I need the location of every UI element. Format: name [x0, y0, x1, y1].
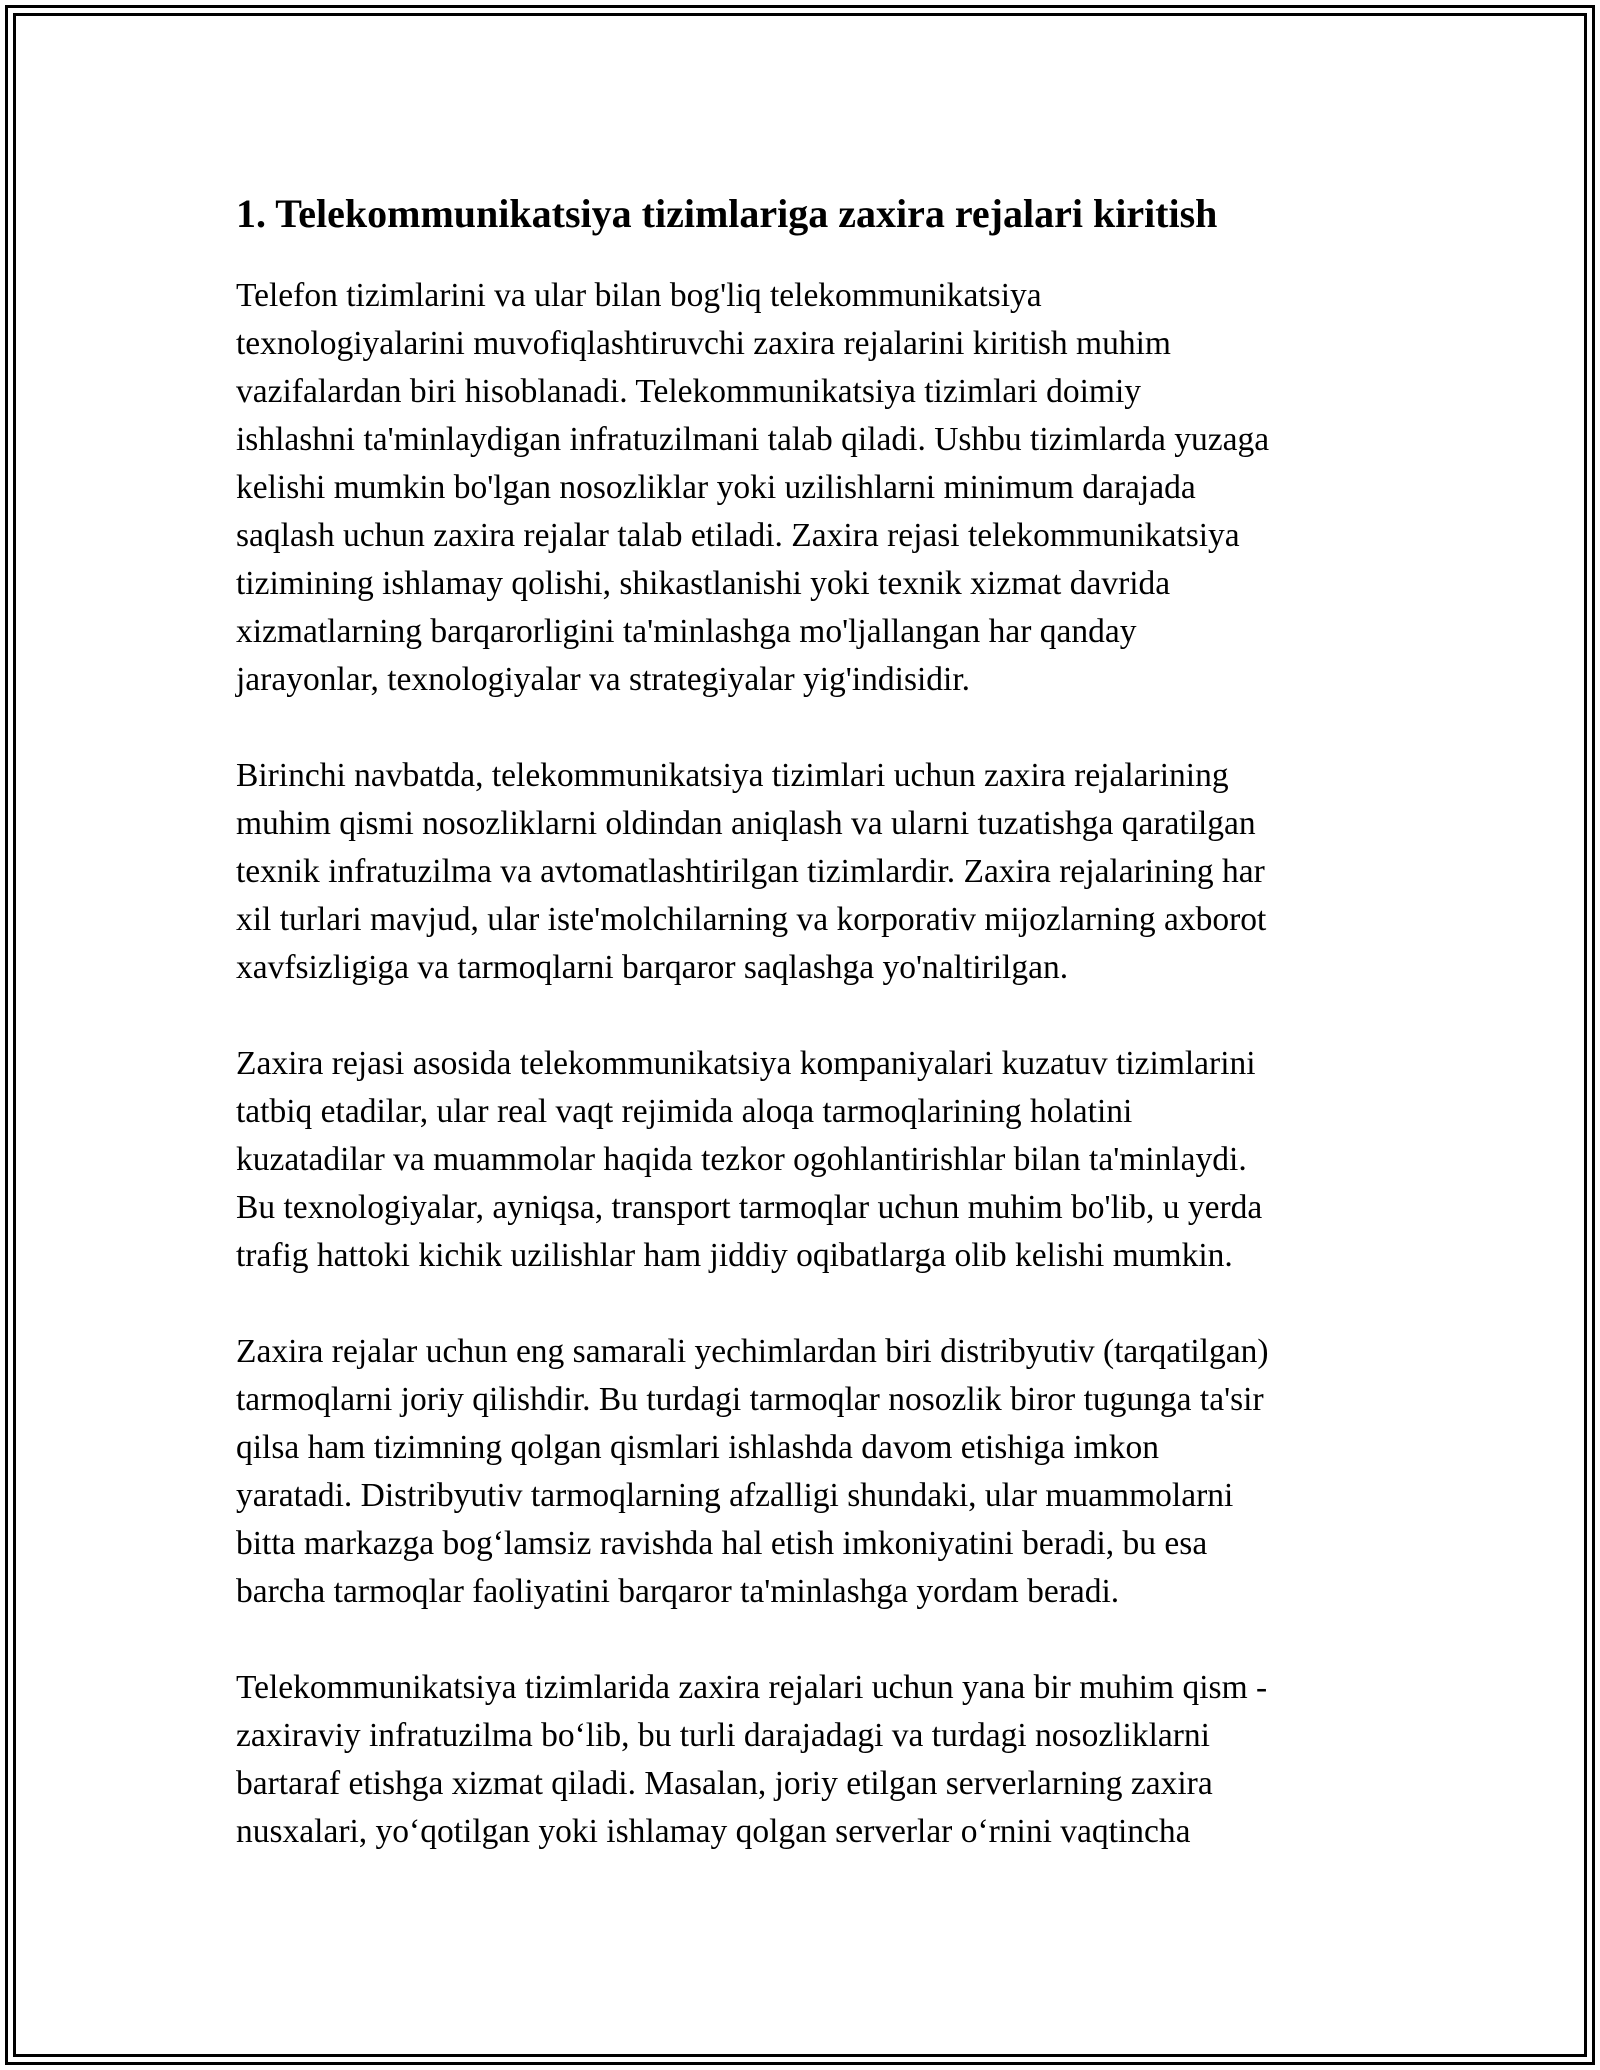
- text-line: muhim qismi nosozliklarni oldindan aniqlash va ularni tuzatishga qaratilgan: [236, 805, 1256, 842]
- text-line: xil turlari mavjud, ular iste'molchilarning va korporativ mijozlarning axborot: [236, 901, 1267, 938]
- text-line: kelishi mumkin bo'lgan nosozliklar yoki uzilishlarni minimum darajada: [236, 469, 1196, 506]
- text-line: xavfsizligiga va tarmoqlarni barqaror saqlashga yo'naltirilgan.: [236, 949, 1069, 986]
- text-line: nusxalari, yo‘qotilgan yoki ishlamay qolgan serverlar o‘rnini vaqtincha: [236, 1813, 1191, 1850]
- text-line: Zaxira rejasi asosida telekommunikatsiya kompaniyalari kuzatuv tizimlarini: [236, 1045, 1256, 1082]
- text-line: Telekommunikatsiya tizimlarida zaxira rejalari uchun yana bir muhim qism -: [236, 1669, 1268, 1706]
- paragraph-2: [236, 752, 1386, 992]
- text-line: Telefon tizimlarini va ular bilan bog'liq telekommunikatsiya: [236, 277, 1042, 314]
- text-line: Birinchi navbatda, telekommunikatsiya tizimlari uchun zaxira rejalarining: [236, 757, 1229, 794]
- paragraph-4: [236, 1328, 1386, 1616]
- section-heading: 1. Telekommunikatsiya tizimlariga zaxira rejalari kiritish: [236, 191, 1218, 236]
- text-line: tatbiq etadilar, ular real vaqt rejimida aloqa tarmoqlarining holatini: [236, 1093, 1133, 1130]
- text-line: yaratadi. Distribyutiv tarmoqlarning afzalligi shundaki, ular muammolarni: [236, 1477, 1234, 1514]
- document-body: [236, 186, 1386, 1904]
- text-line: saqlash uchun zaxira rejalar talab etiladi. Zaxira rejasi telekommunikatsiya: [236, 517, 1240, 554]
- text-line: texnologiyalarini muvofiqlashtiruvchi zaxira rejalarini kiritish muhim: [236, 325, 1171, 362]
- text-line: jarayonlar, texnologiyalar va strategiyalar yig'indisidir.: [236, 661, 971, 698]
- text-line: zaxiraviy infratuzilma bo‘lib, bu turli darajadagi va turdagi nosozliklarni: [236, 1717, 1210, 1754]
- paragraph-3: [236, 1040, 1386, 1280]
- text-line: xizmatlarning barqarorligini ta'minlashga mo'ljallangan har qanday: [236, 613, 1137, 650]
- paragraph-1: [236, 272, 1386, 704]
- text-line: bartaraf etishga xizmat qiladi. Masalan, joriy etilgan serverlarning zaxira: [236, 1765, 1213, 1802]
- text-line: trafig hattoki kichik uzilishlar ham jiddiy oqibatlarga olib kelishi mumkin.: [236, 1237, 1233, 1274]
- text-line: qilsa ham tizimning qolgan qismlari ishlashda davom etishiga imkon: [236, 1429, 1159, 1466]
- text-line: ishlashni ta'minlaydigan infratuzilmani talab qiladi. Ushbu tizimlarda yuzaga: [236, 421, 1270, 458]
- text-line: vazifalardan biri hisoblanadi. Telekommunikatsiya tizimlari doimiy: [236, 373, 1142, 410]
- text-line: tizimining ishlamay qolishi, shikastlanishi yoki texnik xizmat davrida: [236, 565, 1171, 602]
- text-line: Zaxira rejalar uchun eng samarali yechimlardan biri distribyutiv (tarqatilgan): [236, 1333, 1269, 1370]
- text-line: barcha tarmoqlar faoliyatini barqaror ta'minlashga yordam beradi.: [236, 1573, 1120, 1610]
- text-line: kuzatadilar va muammolar haqida tezkor ogohlantirishlar bilan ta'minlaydi.: [236, 1141, 1247, 1178]
- text-line: Bu texnologiyalar, ayniqsa, transport tarmoqlar uchun muhim bo'lib, u yerda: [236, 1189, 1263, 1226]
- text-line: bitta markazga bog‘lamsiz ravishda hal etish imkoniyatini beradi, bu esa: [236, 1525, 1208, 1562]
- text-line: tarmoqlarni joriy qilishdir. Bu turdagi tarmoqlar nosozlik biror tugunga ta'sir: [236, 1381, 1264, 1418]
- paragraph-5: [236, 1664, 1386, 1856]
- text-line: texnik infratuzilma va avtomatlashtirilgan tizimlardir. Zaxira rejalarining har: [236, 853, 1265, 890]
